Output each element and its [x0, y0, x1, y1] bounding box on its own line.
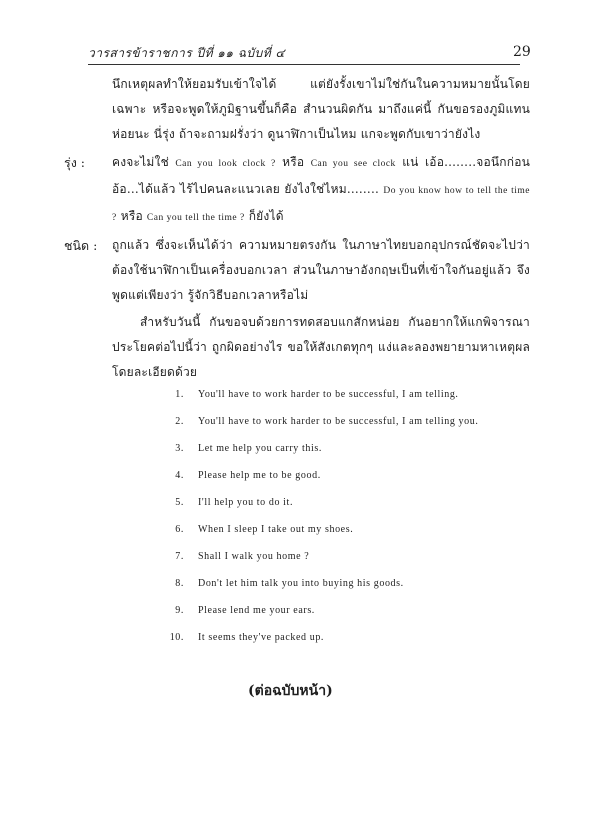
page-number: 29 — [513, 44, 531, 60]
list-item: 8. Don't let him talk you into buying his goods. — [175, 578, 404, 589]
list-item: 3. Let me help you carry this. — [175, 443, 322, 454]
header-rule — [88, 64, 520, 65]
speaker-rung: รุ่ง : — [64, 155, 86, 170]
closing-paragraph: สำหรับวันนี้ กันขอจบด้วยการทดสอบแกสักหน่อย กันอยากให้แกพิจารณาประโยคต่อไปนี้ว่า ถูกผิดอย่างไร ขอให้สังเกตทุกๆ แง่และลองพยายามหาเหตุผลโดยละเอียดด้วย — [112, 315, 530, 379]
rung-english-2: Can you see clock — [310, 159, 396, 169]
rung-text-3: แน่ เอ้อ........จอนึกก่อน อ้อ...ได้แล้ว ไร้ไปคนละแนวเลย ยังไงใช่ไหม........ — [112, 155, 531, 196]
list-item: 10. It seems they've packed up. — [169, 632, 325, 643]
rung-english-4: Can you tell the time ? — [146, 213, 245, 223]
list-item: 1. You'll have to work harder to be successful, I am telling. — [175, 389, 459, 400]
list-item: 5. I'll help you to do it. — [175, 497, 294, 508]
rung-text-4: หรือ — [120, 209, 143, 223]
test-sentence-list — [150, 388, 530, 658]
rung-english-3: Do you know how to tell the time ? — [112, 186, 530, 223]
continued-note: (ต่อฉบับหน้า) — [248, 683, 333, 699]
rung-dialogue — [112, 150, 530, 231]
chanit-dialogue: ถูกแล้ว ซึ่งจะเห็นได้ว่า ความหมายตรงกัน ในภาษาไทยบอกอุปกรณ์ชัดจะไปว่าต้องใช้นาฬิกาเป็นเครื่องบอกเวลา ส่วนในภาษาอังกฤษเป็นที่เข้าใจกันอยู่แล้ว จึงพูดแต่เพียงว่า รู้จักวิธีบอกเวลาหรือไม่ — [112, 238, 530, 302]
rung-text-2: หรือ — [282, 155, 305, 169]
rung-text-5: ก็ยังได้ — [248, 209, 284, 223]
list-item: 4. Please help me to be good. — [175, 470, 321, 481]
journal-header: วารสารข้าราชการ ปีที่ ๑๑ ฉบับที่ ๔ — [88, 46, 286, 60]
intro-paragraph: นึกเหตุผลทำให้ยอมรับเข้าใจได้ แต่ยังรั้งเขาไม่ใช่กันในความหมายนั้นโดยเฉพาะ หรือจะพูดให้ภูมิฐานขึ้นก็คือ สำนวนผิดกัน มาถึงแค่นี้ กันขอรองภูมิแทนห่อยนะ นี่รุ่ง ถ้าจะถามฝรั่งว่า ดูนาฬิกาเป็นไหม แกจะพูดกับเขาว่ายังไง — [112, 77, 530, 141]
speaker-chanit: ชนิด : — [64, 238, 98, 253]
list-item: 7. Shall I walk you home ? — [175, 551, 310, 562]
list-item: 6. When I sleep I take out my shoes. — [175, 524, 354, 535]
rung-english-1: Can you look clock ? — [175, 159, 276, 169]
list-item: 2. You'll have to work harder to be successful, I am telling you. — [175, 416, 479, 427]
rung-text-1: คงจะไม่ใช่ — [112, 155, 169, 169]
list-item: 9. Please lend me your ears. — [175, 605, 315, 616]
